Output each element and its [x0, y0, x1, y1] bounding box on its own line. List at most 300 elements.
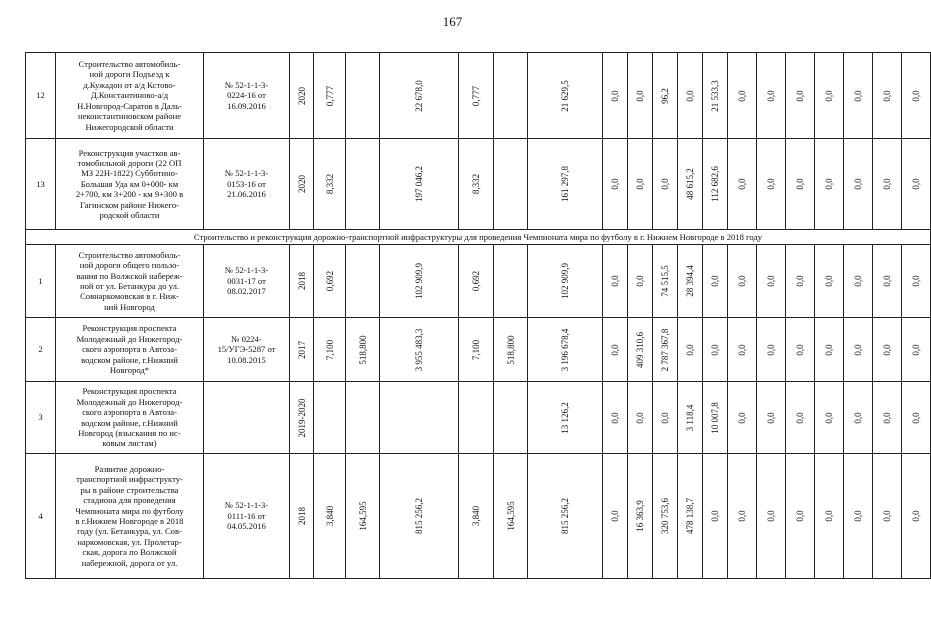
cell-value: 0,0 [910, 343, 921, 356]
value-cell [873, 454, 902, 579]
cell-value: 2 787 367,8 [659, 328, 670, 371]
value-cell [346, 318, 380, 382]
description-line: ний Новгород [104, 301, 155, 312]
value-cell [786, 318, 815, 382]
value-cell [459, 139, 494, 230]
cell-value: 0,0 [736, 89, 747, 102]
cell-value: 0,0 [709, 510, 720, 522]
reference-line: 15/УГЭ-5287 от [217, 344, 276, 355]
value-cell [873, 139, 902, 230]
value-cell [494, 318, 528, 382]
data-table [25, 52, 931, 579]
cell-value: 8,332 [324, 173, 335, 195]
value-cell [786, 245, 815, 318]
value-cell [314, 139, 346, 230]
description-line: Строительство автомобиль- [78, 249, 181, 260]
value-cell [678, 245, 703, 318]
value-cell [653, 139, 678, 230]
cell-value: 0,0 [659, 411, 670, 424]
cell-value: 0,0 [736, 275, 747, 287]
description-line: ной дороги общего пользо- [79, 260, 180, 271]
cell-value: 2017 [296, 340, 307, 359]
cell-value: 0,0 [609, 510, 620, 522]
description-line: Чемпионата мира по футболу [75, 505, 184, 516]
description-line: неконстантиновском районе [77, 111, 182, 122]
table-row [26, 382, 931, 454]
reference-line: 0224-16 от [227, 90, 266, 101]
cell-value: 0,0 [765, 343, 776, 356]
value-cell [380, 53, 459, 139]
value-cell [459, 382, 494, 454]
description-line: водском районе, г.Нижний [81, 417, 178, 428]
value-cell [628, 139, 653, 230]
value-cell [653, 382, 678, 454]
cell-value: 0,0 [852, 411, 863, 424]
value-cell [380, 318, 459, 382]
cell-value: 0,0 [910, 178, 921, 190]
cell-value: 48 615,2 [684, 168, 695, 200]
cell-value: 3,840 [324, 505, 335, 527]
value-cell [346, 53, 380, 139]
cell-value: 2020 [296, 86, 307, 105]
cell-value: 0,0 [765, 89, 776, 102]
value-cell [459, 245, 494, 318]
description-line: 2+700, км 3+200 - км 9+300 в [75, 189, 184, 200]
description-line: Новгород* [109, 365, 150, 376]
cell-value: 8,332 [470, 173, 481, 195]
cell-value: 0,0 [881, 343, 892, 356]
cell-value: 0,0 [609, 275, 620, 287]
table-row [26, 318, 931, 382]
cell-value: 0,0 [852, 343, 863, 356]
cell-value: 0,0 [823, 89, 834, 102]
value-cell [653, 53, 678, 139]
cell-value: 0,0 [881, 411, 892, 424]
value-cell [678, 139, 703, 230]
value-cell [757, 53, 786, 139]
value-cell [494, 139, 528, 230]
description-line: стадиона для проведения [83, 495, 176, 506]
reference-line: 0031-17 от [227, 275, 266, 286]
reference-line: 08.02.2017 [227, 286, 266, 297]
reference-line: 0153-16 от [227, 178, 266, 189]
cell-value: 0,692 [470, 270, 481, 292]
cell-value: 0,777 [470, 85, 481, 106]
project-description [56, 382, 204, 454]
value-cell [290, 53, 314, 139]
value-cell [678, 53, 703, 139]
value-cell [314, 454, 346, 579]
cell-value: 161 297,8 [559, 166, 570, 202]
cell-value: 478 138,7 [684, 498, 695, 534]
cell-value: 0,0 [634, 89, 645, 102]
project-description [56, 139, 204, 230]
value-cell [902, 53, 931, 139]
value-cell [815, 53, 844, 139]
table-row [26, 139, 931, 230]
cell-value: 164,595 [505, 501, 516, 531]
cell-value: 320 753,6 [659, 498, 670, 534]
value-cell [786, 454, 815, 579]
value-cell [844, 139, 873, 230]
cell-value: 518,800 [357, 334, 368, 365]
value-cell [757, 245, 786, 318]
description-line: ной дороги Подъезд к [89, 69, 170, 80]
cell-value: 815 256,2 [559, 498, 570, 534]
value-cell [815, 245, 844, 318]
cell-value: 0,0 [852, 275, 863, 287]
value-cell [494, 454, 528, 579]
value-cell [528, 139, 603, 230]
description-line: ковым листам) [102, 438, 157, 449]
value-cell [494, 382, 528, 454]
cell-value: 0,0 [659, 178, 670, 190]
value-cell [603, 454, 628, 579]
cell-value: 2020 [296, 175, 307, 193]
value-cell [873, 318, 902, 382]
description-line: д.Кужадон от а/д Кстово- [83, 79, 176, 90]
value-cell [290, 382, 314, 454]
table-row [26, 245, 931, 318]
cell-value: 0,0 [709, 343, 720, 356]
project-description [56, 454, 204, 579]
cell-value: 0,0 [852, 89, 863, 102]
value-cell [346, 139, 380, 230]
cell-value: 0,0 [709, 275, 720, 287]
project-description [56, 53, 204, 139]
value-cell [314, 245, 346, 318]
value-cell [628, 53, 653, 139]
project-description [56, 318, 204, 382]
value-cell [380, 245, 459, 318]
row-number: 3 [26, 382, 56, 454]
expertise-reference [204, 53, 290, 139]
row-number: 2 [26, 318, 56, 382]
value-cell [703, 139, 728, 230]
table-body-worldcup-projects [26, 245, 931, 579]
reference-line: 16.09.2016 [227, 100, 266, 111]
description-line: томобильной дороги (22 ОП [77, 157, 182, 168]
reference-line: № 52-1-1-3- [224, 265, 269, 276]
reference-line: № 52-1-1-3- [224, 168, 269, 179]
cell-value: 0,0 [736, 510, 747, 522]
cell-value: 74 515,5 [659, 265, 670, 297]
cell-value: 0,0 [852, 510, 863, 522]
value-cell [603, 139, 628, 230]
value-cell [703, 53, 728, 139]
value-cell [873, 53, 902, 139]
row-number: 12 [26, 53, 56, 139]
value-cell [703, 318, 728, 382]
cell-value: 0,692 [324, 270, 335, 292]
cell-value: 0,0 [794, 411, 805, 424]
value-cell [380, 139, 459, 230]
value-cell [290, 139, 314, 230]
value-cell [757, 382, 786, 454]
value-cell [459, 318, 494, 382]
expertise-reference [204, 245, 290, 318]
value-cell [653, 454, 678, 579]
value-cell [528, 318, 603, 382]
cell-value: 3 118,4 [684, 404, 695, 431]
value-cell [290, 318, 314, 382]
value-cell [844, 382, 873, 454]
cell-value: 0,0 [823, 343, 834, 356]
cell-value: 0,0 [684, 89, 695, 102]
description-line: Развитие дорожно- [94, 463, 165, 474]
cell-value: 112 682,6 [709, 166, 720, 202]
cell-value: 0,0 [684, 343, 695, 356]
table-section [26, 230, 931, 245]
value-cell [628, 382, 653, 454]
cell-value: 0,0 [910, 89, 921, 102]
description-line: водском районе, г.Нижний [81, 354, 178, 365]
value-cell [786, 382, 815, 454]
cell-value: 0,0 [609, 89, 620, 102]
value-cell [380, 454, 459, 579]
cell-value: 0,0 [794, 178, 805, 190]
cell-value: 0,0 [823, 178, 834, 190]
cell-value: 0,0 [823, 275, 834, 287]
value-cell [844, 53, 873, 139]
value-cell [902, 245, 931, 318]
value-cell [653, 245, 678, 318]
cell-value: 0,0 [765, 411, 776, 424]
cell-value: 3 955 483,3 [413, 328, 424, 371]
table-row [26, 454, 931, 579]
section-heading: Строительство и реконструкция дорожно-транспортной инфраструктуры для проведения Чемпионата мира по футболу в г. Нижнем Новгороде в 2018 году [26, 230, 931, 245]
description-line: Строительство автомобиль- [78, 59, 181, 70]
description-line: ского аэропорта в Автоза- [82, 407, 177, 418]
value-cell [678, 382, 703, 454]
row-number: 4 [26, 454, 56, 579]
description-line: году (ул. Бетанкура, ул. Сов- [77, 526, 182, 537]
table-row [26, 53, 931, 139]
value-cell [703, 382, 728, 454]
reference-line: № 52-1-1-3- [224, 79, 269, 90]
cell-value: 0,0 [609, 343, 620, 356]
reference-line: 10.08.2015 [227, 354, 266, 365]
value-cell [703, 245, 728, 318]
cell-value: 102 909,9 [559, 263, 570, 299]
cell-value: 0,0 [823, 510, 834, 522]
reference-line: 0111-16 от [227, 510, 266, 521]
value-cell [902, 318, 931, 382]
description-line: ры в районе строительства [80, 484, 179, 495]
value-cell [902, 139, 931, 230]
cell-value: 0,0 [881, 89, 892, 102]
cell-value: 0,0 [794, 89, 805, 102]
cell-value: 2018 [296, 507, 307, 525]
cell-value: 0,0 [881, 178, 892, 190]
value-cell [346, 245, 380, 318]
cell-value: 0,0 [736, 343, 747, 356]
value-cell [528, 53, 603, 139]
value-cell [290, 454, 314, 579]
value-cell [844, 454, 873, 579]
cell-value: 16 363,9 [634, 500, 645, 532]
description-line: Гагинском районе Нижего- [79, 199, 180, 210]
value-cell [628, 318, 653, 382]
value-cell [494, 245, 528, 318]
value-cell [902, 382, 931, 454]
cell-value: 3 196 678,4 [559, 328, 570, 371]
table-body-projects [26, 53, 931, 230]
expertise-reference [204, 454, 290, 579]
description-line: Большая Уда км 0+000- км [80, 178, 179, 189]
cell-value: 0,0 [765, 178, 776, 190]
cell-value: 3,840 [470, 505, 481, 527]
expertise-reference [204, 139, 290, 230]
reference-line: № 52-1-1-3- [224, 500, 269, 511]
value-cell [603, 245, 628, 318]
value-cell [528, 382, 603, 454]
reference-line: 04.05.2016 [227, 521, 266, 532]
value-cell [528, 245, 603, 318]
value-cell [346, 382, 380, 454]
cell-value: 0,0 [881, 510, 892, 522]
cell-value: 0,0 [794, 275, 805, 287]
description-line: Молодежный до Нижегород- [76, 333, 183, 344]
cell-value: 22 678,0 [413, 79, 424, 112]
value-cell [728, 139, 757, 230]
value-cell [786, 53, 815, 139]
description-line: Реконструкция проспекта [82, 386, 177, 397]
value-cell [346, 454, 380, 579]
cell-value: 0,0 [910, 411, 921, 424]
description-line: ной от ул. Бетанкура до ул. [79, 281, 180, 291]
value-cell [314, 318, 346, 382]
cell-value: 21 629,5 [559, 79, 570, 112]
page-number: 167 [442, 14, 463, 29]
row-number: 1 [26, 245, 56, 318]
value-cell [290, 245, 314, 318]
value-cell [678, 318, 703, 382]
description-line: Н.Новгород-Саратов в Даль- [77, 100, 182, 111]
value-cell [757, 318, 786, 382]
cell-value: 815 256,2 [413, 498, 424, 534]
cell-value: 0,0 [609, 178, 620, 190]
description-line: Д.Константиново-а/д [90, 90, 169, 101]
cell-value: 0,0 [794, 343, 805, 356]
value-cell [757, 454, 786, 579]
value-cell [902, 454, 931, 579]
cell-value: 164,595 [357, 501, 368, 531]
cell-value: 0,0 [609, 411, 620, 424]
cell-value: 7,100 [470, 339, 481, 360]
value-cell [728, 53, 757, 139]
cell-value: 28 394,4 [684, 265, 695, 297]
description-line: Реконструкция проспекта [82, 323, 177, 334]
reference-line: № 0224- [231, 333, 262, 344]
description-line: транспортной инфраструкту- [76, 474, 183, 485]
cell-value: 96,2 [659, 87, 670, 104]
description-line: Совнаркомовская в г. Ниж- [80, 291, 179, 302]
value-cell [703, 454, 728, 579]
description-line: Новгород (взыскания по ис- [78, 427, 181, 438]
description-line: вания по Волжской набереж- [76, 270, 183, 281]
cell-value: 0,0 [910, 510, 921, 522]
cell-value: 0,0 [736, 411, 747, 424]
cell-value: 0,0 [634, 178, 645, 190]
value-cell [628, 245, 653, 318]
description-line: ская, дорога по Волжской [82, 547, 177, 558]
cell-value: 518,800 [505, 334, 516, 365]
value-cell [628, 454, 653, 579]
expertise-reference [204, 382, 290, 454]
description-line: Реконструкция участков ав- [78, 147, 181, 158]
cell-value: 0,0 [823, 411, 834, 424]
value-cell [815, 454, 844, 579]
cell-value: 0,0 [881, 275, 892, 287]
value-cell [844, 318, 873, 382]
cell-value: 21 533,3 [709, 79, 720, 112]
cell-value: 2018 [296, 272, 307, 290]
description-line: Молодежный до Нижегород- [76, 396, 183, 407]
cell-value: 13 126,2 [559, 401, 570, 434]
cell-value: 0,0 [765, 510, 776, 522]
value-cell [873, 245, 902, 318]
value-cell [757, 139, 786, 230]
description-line: наркомовская, ул. Пролетар- [77, 536, 182, 547]
cell-value: 197 046,2 [413, 166, 424, 202]
value-cell [494, 53, 528, 139]
cell-value: 7,100 [324, 339, 335, 360]
cell-value: 10 007,8 [709, 401, 720, 434]
value-cell [603, 382, 628, 454]
value-cell [728, 318, 757, 382]
value-cell [603, 53, 628, 139]
cell-value: 409 310,6 [634, 331, 645, 368]
value-cell [728, 454, 757, 579]
value-cell [873, 382, 902, 454]
cell-value: 102 909,9 [413, 263, 424, 299]
cell-value: 0,0 [794, 510, 805, 522]
description-line: Нижегородской области [85, 121, 174, 132]
value-cell [528, 454, 603, 579]
value-cell [314, 382, 346, 454]
cell-value: 0,0 [736, 178, 747, 190]
value-cell [815, 318, 844, 382]
value-cell [728, 245, 757, 318]
value-cell [844, 245, 873, 318]
cell-value: 0,0 [852, 178, 863, 190]
value-cell [653, 318, 678, 382]
description-line: ского аэропорта в Автоза- [82, 344, 177, 355]
cell-value: 0,0 [634, 411, 645, 424]
value-cell [678, 454, 703, 579]
value-cell [459, 53, 494, 139]
description-line: в г.Нижнем Новгороде в 2018 [75, 516, 184, 526]
row-number: 13 [26, 139, 56, 230]
description-line: МЗ 22Н-1822) Субботино- [81, 168, 178, 179]
value-cell [603, 318, 628, 382]
description-line: родской области [99, 210, 160, 221]
cell-value: 0,0 [765, 275, 776, 287]
value-cell [815, 382, 844, 454]
value-cell [815, 139, 844, 230]
description-line: набережной, дорога от ул. [81, 557, 178, 568]
cell-value: 2019-2020 [296, 398, 307, 437]
cell-value: 0,0 [634, 275, 645, 287]
value-cell [728, 382, 757, 454]
value-cell [786, 139, 815, 230]
project-description [56, 245, 204, 318]
reference-line: 21.06.2016 [227, 189, 266, 200]
value-cell [459, 454, 494, 579]
expertise-reference [204, 318, 290, 382]
value-cell [314, 53, 346, 139]
